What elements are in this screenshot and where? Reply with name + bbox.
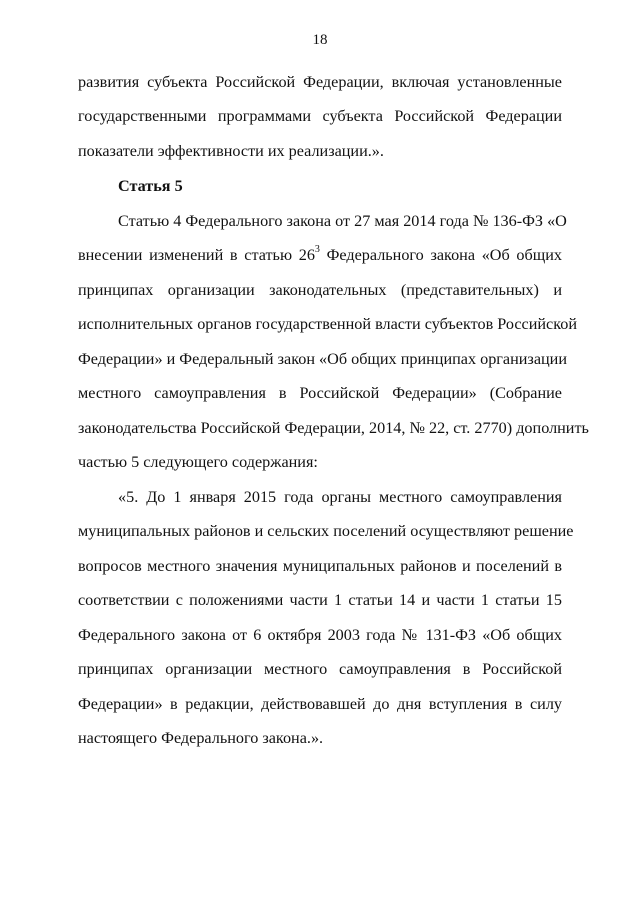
article-heading: Статья 5 [118,177,183,195]
page-number: 18 [312,32,328,48]
text-line: Статью 4 Федерального закона от 27 мая 2014 года № 136-ФЗ «О [118,212,567,230]
text-fragment: внесении изменений в статью 26 [78,246,315,264]
superscript: 3 [314,243,320,255]
text-line: Федерального закона от 6 октября 2003 года № 131-ФЗ «Об общих [78,626,562,644]
text-line: принципах организации законодательных (представительных) и [78,281,562,299]
text-fragment: Федерального закона «Об общих [319,246,562,264]
text-line: местного самоуправления в Российской Федерации» (Собрание [78,384,562,402]
text-line: государственными программами субъекта Российской Федерации [78,107,562,125]
text-line: развития субъекта Российской Федерации, включая установленные [78,73,562,91]
text-line: вопросов местного значения муниципальных районов и поселений в [78,557,562,575]
text-line: Федерации» и Федеральный закон «Об общих принципах организации [78,350,567,368]
text-line: принципах организации местного самоуправления в Российской [78,660,562,678]
text-line: исполнительных органов государственной власти субъектов Российской [78,315,578,333]
text-line [78,245,562,265]
text-line: Федерации» в редакции, действовавшей до дня вступления в силу [78,695,562,713]
text-line: частью 5 следующего содержания: [78,453,318,471]
text-line: соответствии с положениями части 1 статьи 14 и части 1 статьи 15 [78,591,562,609]
text-line: настоящего Федерального закона.». [78,729,324,747]
text-line: «5. До 1 января 2015 года органы местного самоуправления [118,488,562,506]
text-line: законодательства Российской Федерации, 2014, № 22, ст. 2770) дополнить [78,419,589,437]
text-line: показатели эффективности их реализации.». [78,142,384,160]
text-line: муниципальных районов и сельских поселений осуществляют решение [78,522,574,540]
